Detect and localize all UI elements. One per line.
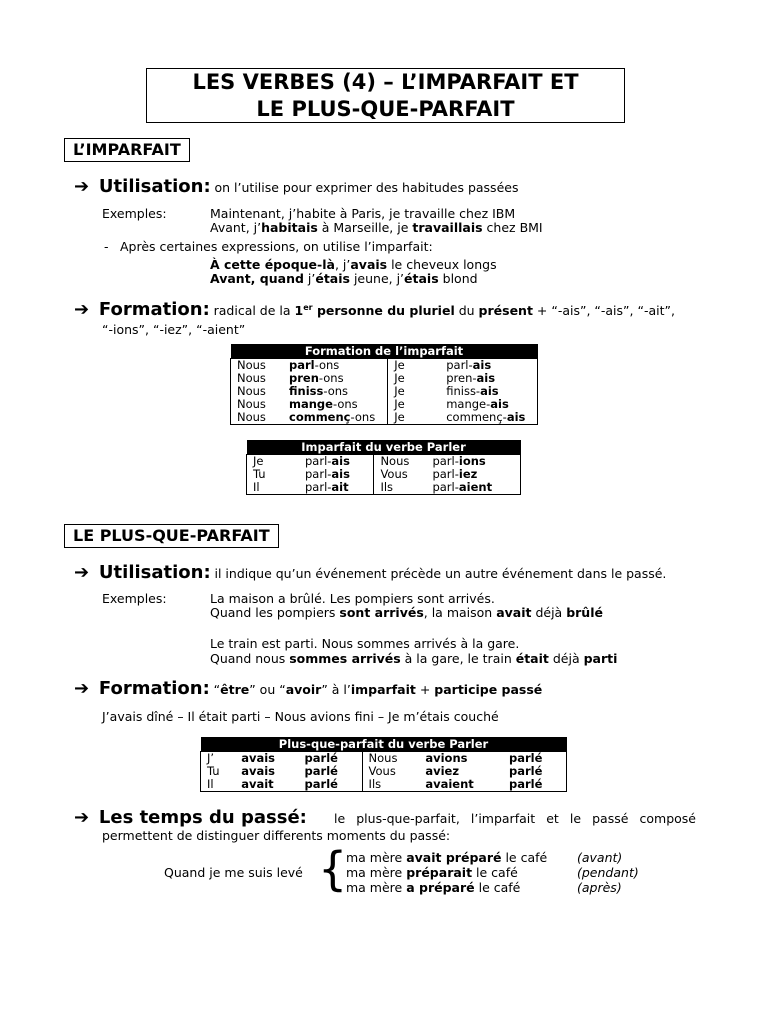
temps-line (346, 880, 520, 895)
stem: finiss (289, 384, 324, 398)
table-row (231, 411, 538, 425)
cell-text: parlé (508, 777, 543, 791)
table-formation-imparfait (230, 344, 538, 425)
cell-text: Ils (368, 777, 382, 791)
cell-text: parlé (304, 777, 338, 791)
table-row (201, 752, 567, 766)
ending: ais (476, 371, 496, 385)
table-cell (235, 778, 298, 792)
temps-lead: Quand je me suis levé (164, 865, 303, 880)
text-span: 1 (294, 303, 304, 318)
table-cell (231, 359, 284, 373)
cell-text: parlé (304, 751, 338, 765)
example-line (210, 257, 497, 272)
example-line (210, 271, 478, 286)
temps-text-1: le plus-que-parfait, l’imparfait et le passé composé (334, 811, 696, 826)
pronoun: Je (394, 371, 405, 385)
text-span: ma mère (346, 865, 407, 880)
section-heading-imparfait: L’IMPARFAIT (64, 138, 190, 162)
stem: parl- (305, 467, 332, 481)
table-imparfait-parler (246, 440, 521, 495)
table-cell (419, 752, 503, 766)
stem: pren (289, 371, 319, 385)
pronoun: Ils (380, 480, 394, 494)
ending: -ons (350, 410, 376, 424)
cell-text: parlé (304, 764, 338, 778)
examples-label: Exemples: (102, 591, 167, 606)
text-span: sont arrivés (339, 605, 424, 620)
table-cell (388, 359, 441, 373)
cell-text: avait (241, 777, 274, 791)
cell-text: avaient (425, 777, 474, 791)
pronoun: Il (253, 480, 260, 494)
text-span: Quand les pompiers (210, 605, 340, 620)
pronoun: Vous (380, 467, 408, 481)
text-span: déjà (548, 651, 584, 666)
temps-tag: (après) (577, 880, 622, 895)
table-row (201, 778, 567, 792)
utilisation-label: Utilisation: (98, 562, 211, 583)
section-heading-plus-que-parfait: LE PLUS-QUE-PARFAIT (64, 524, 279, 548)
table-caption: Plus-que-parfait du verbe Parler (201, 737, 567, 752)
table-cell (231, 411, 284, 425)
note-text: Après certaines expressions, on utilise l’imparfait: (120, 239, 433, 254)
table-cell (362, 752, 419, 766)
text-span: le cheveux longs (387, 257, 497, 272)
text-span: À cette époque-là (210, 257, 335, 272)
text-span: participe passé (434, 682, 543, 697)
text-span: a préparé (406, 880, 475, 895)
table-cell (503, 778, 567, 792)
stem: parl- (305, 454, 332, 468)
text-span: ma mère (346, 880, 407, 895)
text-span: étais (404, 271, 439, 286)
stem: parl- (432, 467, 459, 481)
text-span: à Marseille, je (317, 220, 413, 235)
note-dash: - (104, 239, 109, 254)
text-span: blond (438, 271, 478, 286)
arrow-icon: ➔ (74, 562, 90, 583)
ending: -ons (332, 397, 358, 411)
cell-text: Il (207, 777, 214, 791)
formation-text (214, 682, 543, 697)
pronoun: Nous (380, 454, 410, 468)
stem: parl- (305, 480, 332, 494)
text-span: + “-ais”, “-ais”, “-ait”, (532, 303, 675, 318)
example-line (210, 605, 603, 620)
cell-text: avais (241, 764, 275, 778)
text-span: “ (213, 682, 221, 697)
table-row (247, 455, 521, 469)
example-line (210, 220, 543, 235)
text-span: ” à l’ (321, 682, 351, 697)
pronoun: Nous (237, 358, 266, 372)
temps-tag: (pendant) (577, 865, 639, 880)
title-line-2: LE PLUS-QUE-PARFAIT (256, 97, 515, 121)
temps-label: Les temps du passé: (98, 807, 307, 828)
cell-text: aviez (425, 764, 460, 778)
text-span: chez BMI (482, 220, 543, 235)
text-span: Avant, j’ (210, 220, 262, 235)
text-span: déjà (531, 605, 567, 620)
stem: mange- (446, 397, 491, 411)
cell-text: parlé (508, 751, 543, 765)
utilisation-row-2 (74, 562, 666, 583)
table-cell (283, 411, 388, 425)
text-span: , la maison (423, 605, 497, 620)
stem: parl (289, 358, 315, 372)
table-row (231, 359, 538, 373)
text-span: le café (474, 880, 521, 895)
ending: ais (472, 358, 492, 372)
table-cell (362, 778, 419, 792)
table-row (247, 481, 521, 495)
example-line: Maintenant, j’habite à Paris, je travaille chez IBM (210, 206, 516, 221)
text-span: était (515, 651, 549, 666)
ending: -ons (314, 358, 340, 372)
example-line: Le train est parti. Nous sommes arrivés à la gare. (210, 636, 520, 651)
text-span: à la gare, le train (400, 651, 516, 666)
text-span: Avant, quand (210, 271, 304, 286)
temps-tag: (avant) (577, 850, 623, 865)
formation-row-2 (74, 678, 542, 699)
example-line: La maison a brûlé. Les pompiers sont arrivés. (210, 591, 495, 606)
ending: ais (331, 467, 350, 481)
ending: ais (480, 384, 499, 398)
pronoun: Je (394, 384, 405, 398)
text-span: être (220, 682, 250, 697)
brace-icon: { (318, 842, 348, 896)
temps-row (74, 807, 307, 828)
stem: pren- (446, 371, 477, 385)
temps-text-2: permettent de distinguer differents moments du passé: (102, 828, 451, 843)
ending: -ons (323, 384, 349, 398)
ending: iez (458, 467, 478, 481)
temps-line (346, 850, 547, 865)
formation-example: J’avais dîné – Il était parti – Nous avions fini – Je m’étais couché (102, 709, 499, 724)
stem: commenç (289, 410, 351, 424)
stem: finiss- (446, 384, 481, 398)
table-cell (503, 752, 567, 766)
text-span: jeune, j’ (349, 271, 405, 286)
stem: commenç- (446, 410, 507, 424)
table-caption: Formation de l’imparfait (231, 344, 538, 359)
title-line-1: LES VERBES (4) – L’IMPARFAIT ET (192, 70, 579, 94)
text-span: brûlé (566, 605, 603, 620)
text-span: avait préparé (406, 850, 502, 865)
arrow-icon: ➔ (74, 678, 90, 699)
stem: parl- (432, 480, 459, 494)
ending: ais (331, 454, 350, 468)
text-span: habitais (261, 220, 318, 235)
utilisation-label: Utilisation: (98, 176, 211, 197)
text-span: avait (496, 605, 532, 620)
table-caption: Imparfait du verbe Parler (247, 440, 521, 455)
text-span: , j’ (334, 257, 351, 272)
pronoun: Je (253, 454, 264, 468)
cell-text: avais (241, 751, 275, 765)
example-line (210, 651, 617, 666)
text-span: er (303, 302, 313, 312)
table-cell (201, 765, 236, 778)
table-cell (247, 481, 300, 495)
formation-label: Formation: (98, 299, 210, 320)
table-cell (299, 778, 363, 792)
text-span: personne du pluriel (312, 303, 455, 318)
formation-label: Formation: (98, 678, 210, 699)
pronoun: Nous (237, 397, 266, 411)
formation-row-1 (74, 299, 675, 320)
table-cell (283, 359, 388, 373)
text-span: imparfait (350, 682, 416, 697)
table-cell (299, 481, 374, 495)
text-span: parti (583, 651, 618, 666)
cell-text: parlé (508, 764, 543, 778)
table-plus-que-parfait-parler (200, 737, 567, 792)
formation-text (214, 303, 675, 318)
text-span: Quand nous (210, 651, 290, 666)
stem: mange (289, 397, 333, 411)
text-span: le café (472, 865, 518, 880)
cell-text: avions (425, 751, 468, 765)
pronoun: Tu (253, 467, 266, 481)
text-span: préparait (406, 865, 473, 880)
temps-line (346, 865, 518, 880)
table-cell (247, 455, 300, 469)
pronoun: Je (394, 410, 405, 424)
table-cell (201, 778, 236, 792)
table-cell (299, 455, 374, 469)
pronoun: Je (394, 397, 405, 411)
table-cell (426, 481, 520, 495)
text-span: étais (315, 271, 350, 286)
examples-label: Exemples: (102, 206, 167, 221)
table-cell (374, 481, 427, 495)
ending: ais (490, 397, 509, 411)
table-cell (419, 778, 503, 792)
table-cell (374, 455, 427, 469)
text-span: sommes arrivés (289, 651, 401, 666)
pronoun: Je (394, 358, 405, 372)
arrow-icon: ➔ (74, 299, 90, 320)
pronoun: Nous (237, 371, 266, 385)
arrow-icon: ➔ (74, 176, 90, 197)
table-cell (388, 411, 441, 425)
table-cell (440, 411, 537, 425)
table-cell (201, 752, 236, 766)
text-span: présent (478, 303, 533, 318)
page-title (146, 68, 625, 123)
cell-text: Tu (207, 764, 220, 778)
table-cell (235, 752, 298, 766)
formation-line-2: “-ions”, “-iez”, “-aient” (102, 322, 246, 337)
ending: aient (458, 480, 493, 494)
pronoun: Nous (237, 384, 266, 398)
text-span: ma mère (346, 850, 407, 865)
pronoun: Nous (237, 410, 266, 424)
text-span: radical de la (213, 303, 295, 318)
text-span: avais (350, 257, 388, 272)
ending: ais (506, 410, 526, 424)
text-span: du (454, 303, 479, 318)
text-span: avoir (285, 682, 322, 697)
table-cell (426, 455, 520, 469)
text-span: travaillais (412, 220, 483, 235)
arrow-icon: ➔ (74, 807, 90, 828)
ending: ions (458, 454, 486, 468)
table-cell (440, 359, 537, 373)
stem: parl- (432, 454, 459, 468)
ending: ait (331, 480, 349, 494)
ending: -ons (318, 371, 344, 385)
cell-text: Vous (368, 764, 396, 778)
utilisation-text: on l’utilise pour exprimer des habitudes passées (214, 180, 519, 195)
text-span: ” ou “ (249, 682, 286, 697)
table-cell (299, 752, 363, 766)
text-span: j’ (303, 271, 316, 286)
cell-text: Nous (368, 751, 398, 765)
utilisation-text: il indique qu’un événement précède un autre événement dans le passé. (214, 566, 667, 581)
text-span: le café (501, 850, 548, 865)
stem: parl- (446, 358, 473, 372)
text-span: + (415, 682, 435, 697)
utilisation-row-1 (74, 176, 518, 197)
cell-text: J’ (207, 751, 215, 765)
